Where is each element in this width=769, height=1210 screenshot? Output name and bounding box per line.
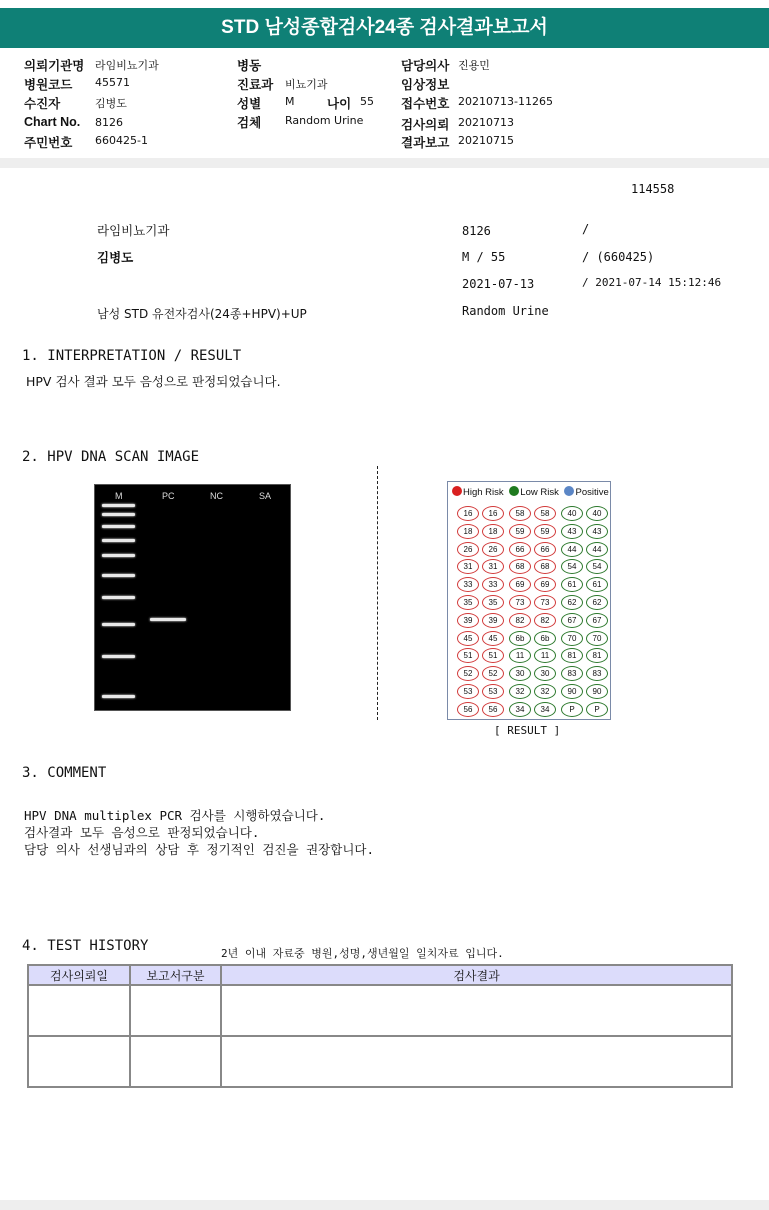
hpv-type-oval: 70: [586, 631, 608, 646]
header-value-specimen: Random Urine: [285, 114, 364, 127]
section-history-title: 4. TEST HISTORY: [22, 938, 149, 954]
header-value-age: 55: [360, 95, 374, 108]
hpv-type-oval: 44: [561, 542, 583, 557]
section-scan-image-title: 2. HPV DNA SCAN IMAGE: [22, 449, 200, 465]
positive-dot-icon: [564, 486, 574, 496]
marker-band: [102, 623, 135, 626]
hpv-type-oval: 68: [509, 559, 531, 574]
column-header-request-date: 검사의뢰일: [28, 965, 130, 985]
hpv-type-oval: 16: [482, 506, 504, 521]
marker-band: [102, 554, 135, 557]
hpv-type-oval: 45: [457, 631, 479, 646]
hpv-type-oval: 6b: [534, 631, 556, 646]
column-header-result: 검사결과: [221, 965, 732, 985]
gel-electrophoresis-image: [94, 484, 291, 711]
hpv-type-oval: 33: [482, 577, 504, 592]
info-birth: / (660425): [582, 250, 655, 264]
hpv-type-oval: 43: [561, 524, 583, 539]
hpv-type-oval: 54: [561, 559, 583, 574]
hpv-type-oval: 26: [482, 542, 504, 557]
info-sex-age: M / 55: [462, 250, 506, 264]
info-specimen: Random Urine: [462, 304, 549, 318]
hpv-type-oval: 35: [482, 595, 504, 610]
hpv-type-oval: 51: [457, 648, 479, 663]
header-separator: [0, 158, 769, 168]
header-key-age: 나이: [327, 97, 352, 111]
hpv-type-oval: 53: [457, 684, 479, 699]
hpv-type-oval: 18: [482, 524, 504, 539]
comment-line: 담당 의사 선생님과의 상담 후 정기적인 검진을 권장합니다.: [24, 842, 375, 857]
hpv-type-oval: 82: [509, 613, 531, 628]
positive-control-band: [150, 618, 186, 621]
hpv-type-oval: 35: [457, 595, 479, 610]
header-key-receipt-no: 접수번호: [401, 97, 450, 111]
header-value-patient: 김병도: [95, 97, 127, 110]
header-value-hospital-code: 45571: [95, 76, 130, 89]
hpv-type-oval: 62: [561, 595, 583, 610]
hpv-type-oval: 11: [509, 648, 531, 663]
header-value-institution: 라임비뇨기과: [95, 59, 159, 72]
result-caption: [ RESULT ]: [494, 724, 561, 737]
hpv-type-oval: 68: [534, 559, 556, 574]
legend-positive: Positive: [575, 487, 609, 498]
marker-band: [102, 596, 135, 599]
marker-band: [102, 513, 135, 516]
hpv-type-oval: P: [561, 702, 583, 717]
table-cell: [221, 1036, 732, 1087]
hpv-type-oval: 83: [561, 666, 583, 681]
hpv-type-oval: 18: [457, 524, 479, 539]
section-comment-title: 3. COMMENT: [22, 765, 107, 781]
hpv-type-oval: 11: [534, 648, 556, 663]
gel-lane-label-m: M: [115, 491, 123, 501]
page-footer: [0, 1200, 769, 1210]
hpv-type-oval: P: [586, 702, 608, 717]
header-value-report-date: 20210715: [458, 134, 514, 147]
hpv-type-oval: 81: [561, 648, 583, 663]
hpv-type-oval: 26: [457, 542, 479, 557]
legend-high-risk: High Risk: [463, 487, 504, 498]
hpv-type-oval: 61: [561, 577, 583, 592]
hpv-type-oval: 6b: [509, 631, 531, 646]
hpv-type-oval: 56: [457, 702, 479, 717]
info-chart-slash: /: [582, 222, 590, 236]
history-note: 2년 이내 자료중 병원,성명,생년월일 일치자료 입니다.: [221, 947, 504, 960]
hpv-type-oval: 59: [534, 524, 556, 539]
header-value-receipt-no: 20210713-11265: [458, 95, 553, 108]
hpv-type-oval: 66: [534, 542, 556, 557]
header-key-report-date: 결과보고: [401, 136, 450, 150]
legend-low-risk: Low Risk: [520, 487, 559, 498]
hpv-type-oval: 44: [586, 542, 608, 557]
patient-name: 김병도: [97, 250, 134, 265]
gel-lane-label-pc: PC: [162, 491, 175, 501]
header-value-chart: 8126: [95, 116, 123, 129]
hpv-type-oval: 54: [586, 559, 608, 574]
hpv-type-oval: 16: [457, 506, 479, 521]
header-key-patient: 수진자: [24, 97, 61, 111]
header-key-request-date: 검사의뢰: [401, 118, 450, 132]
hpv-type-oval: 62: [586, 595, 608, 610]
high-risk-dot-icon: [452, 486, 462, 496]
hpv-result-panel: [447, 481, 611, 720]
report-number: 114558: [631, 182, 675, 196]
marker-band: [102, 695, 135, 698]
hpv-type-oval: 40: [561, 506, 583, 521]
header-key-institution: 의뢰기관명: [24, 59, 85, 73]
hpv-type-oval: 73: [509, 595, 531, 610]
image-divider: [377, 466, 378, 720]
table-cell: [221, 985, 732, 1036]
hpv-type-oval: 67: [586, 613, 608, 628]
comment-line: HPV DNA multiplex PCR 검사를 시행하였습니다.: [24, 808, 326, 823]
hpv-type-oval: 61: [586, 577, 608, 592]
comment-line: 검사결과 모두 음성으로 판정되었습니다.: [24, 825, 260, 840]
info-reported-datetime: / 2021-07-14 15:12:46: [582, 276, 722, 289]
hpv-type-oval: 39: [457, 613, 479, 628]
section-interpretation-title: 1. INTERPRETATION / RESULT: [22, 348, 242, 364]
hpv-type-oval: 31: [457, 559, 479, 574]
hpv-type-oval: 67: [561, 613, 583, 628]
hpv-type-oval: 45: [482, 631, 504, 646]
report-title: STD 남성종합검사24종 검사결과보고서: [0, 8, 769, 48]
test-name: 남성 STD 유전자검사(24종+HPV)+UP: [97, 307, 307, 321]
hpv-type-oval: 52: [457, 666, 479, 681]
hpv-type-oval: 30: [534, 666, 556, 681]
table-row: [28, 985, 732, 1036]
hpv-type-oval: 73: [534, 595, 556, 610]
hpv-type-oval: 69: [509, 577, 531, 592]
table-cell: [130, 1036, 221, 1087]
hpv-type-oval: 70: [561, 631, 583, 646]
table-cell: [28, 985, 130, 1036]
hpv-type-oval: 53: [482, 684, 504, 699]
header-key-specimen: 검체: [237, 116, 262, 130]
hpv-type-oval: 51: [482, 648, 504, 663]
hpv-type-oval: 33: [457, 577, 479, 592]
hpv-type-oval: 34: [534, 702, 556, 717]
gel-lane-label-nc: NC: [210, 491, 223, 501]
hpv-type-oval: 56: [482, 702, 504, 717]
clinic-name: 라임비뇨기과: [97, 223, 170, 238]
test-history-table: [27, 964, 733, 1088]
panel-legend: [452, 486, 609, 498]
hpv-type-oval: 34: [509, 702, 531, 717]
header-value-request-date: 20210713: [458, 116, 514, 129]
table-cell: [130, 985, 221, 1036]
header-key-resident-no: 주민번호: [24, 136, 73, 150]
header-value-sex: M: [285, 95, 295, 108]
table-row: [28, 1036, 732, 1087]
hpv-type-oval: 66: [509, 542, 531, 557]
info-chart-no: 8126: [462, 224, 491, 238]
hpv-type-oval: 52: [482, 666, 504, 681]
marker-band: [102, 539, 135, 542]
low-risk-dot-icon: [509, 486, 519, 496]
marker-band: [102, 574, 135, 577]
hpv-type-oval: 40: [586, 506, 608, 521]
hpv-type-oval: 90: [561, 684, 583, 699]
header-value-department: 비뇨기과: [285, 78, 328, 91]
hpv-type-oval: 69: [534, 577, 556, 592]
info-received-date: 2021-07-13: [462, 277, 535, 291]
marker-band: [102, 504, 135, 507]
hpv-type-oval: 81: [586, 648, 608, 663]
hpv-type-oval: 58: [509, 506, 531, 521]
header-key-sex: 성별: [237, 97, 262, 111]
hpv-type-oval: 30: [509, 666, 531, 681]
column-header-report-type: 보고서구분: [130, 965, 221, 985]
report-header: [0, 54, 769, 154]
marker-band: [102, 655, 135, 658]
table-header-row: [28, 965, 732, 985]
marker-band: [102, 525, 135, 528]
header-key-department: 진료과: [237, 78, 274, 92]
hpv-type-oval: 58: [534, 506, 556, 521]
hpv-type-oval: 32: [534, 684, 556, 699]
table-cell: [28, 1036, 130, 1087]
hpv-type-oval: 39: [482, 613, 504, 628]
gel-lane-label-sa: SA: [259, 491, 272, 501]
hpv-type-oval: 90: [586, 684, 608, 699]
hpv-type-oval: 82: [534, 613, 556, 628]
header-key-ward: 병동: [237, 59, 262, 73]
header-key-chart: Chart No.: [24, 115, 81, 129]
hpv-type-oval: 43: [586, 524, 608, 539]
hpv-type-oval: 32: [509, 684, 531, 699]
hpv-type-oval: 83: [586, 666, 608, 681]
header-key-clinical-info: 임상정보: [401, 78, 450, 92]
header-key-hospital-code: 병원코드: [24, 78, 73, 92]
interpretation-text: HPV 검사 결과 모두 음성으로 판정되었습니다.: [26, 374, 281, 389]
header-value-resident-no: 660425-1: [95, 134, 148, 147]
header-key-doctor: 담당의사: [401, 59, 450, 73]
hpv-type-oval: 31: [482, 559, 504, 574]
hpv-type-oval: 59: [509, 524, 531, 539]
header-value-doctor: 진용민: [458, 59, 490, 72]
